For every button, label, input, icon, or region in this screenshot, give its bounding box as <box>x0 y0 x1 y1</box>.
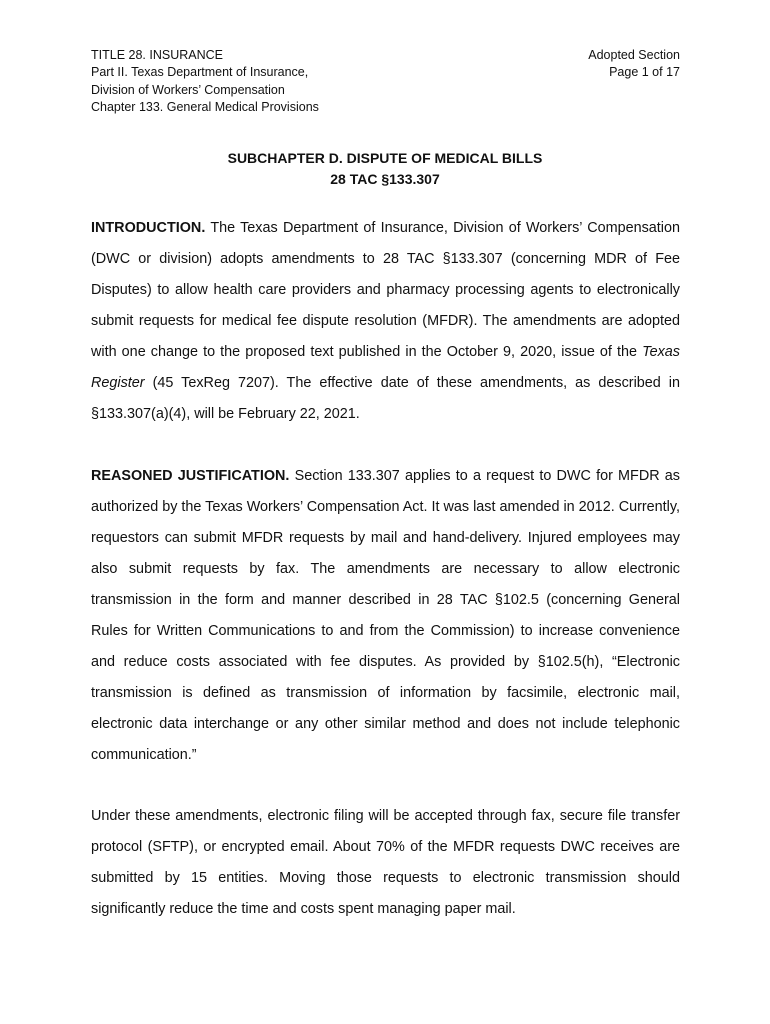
header-chapter-line: Chapter 133. General Medical Provisions <box>91 99 319 114</box>
amendments-paragraph <box>91 801 680 925</box>
introduction-heading: INTRODUCTION. <box>91 220 206 236</box>
header-division-line: Division of Workers’ Compensation <box>91 82 285 97</box>
reasoned-justification-heading: REASONED JUSTIFICATION. <box>91 468 290 484</box>
introduction-text-part2: (45 TexReg 7207). The effective date of these amendments, as described in §133.307(a)(4), will be February 22, 2021. <box>91 375 680 422</box>
section-citation: 28 TAC §133.307 <box>330 171 440 187</box>
header-page-number: Page 1 of 17 <box>609 65 680 80</box>
subchapter-title: SUBCHAPTER D. DISPUTE OF MEDICAL BILLS <box>227 150 543 166</box>
header-section-status: Adopted Section <box>588 48 680 62</box>
reasoned-justification-text: Section 133.307 applies to a request to DWC for MFDR as authorized by the Texas Workers’ Compensation Act. It was last amended in 2012. Currently, requestors can submit MFDR requests by mail and hand-delivery. Injured employees may also submit requests by fax. The amendments are necessary to allow electronic transmission in the form and manner described in 28 TAC §102.5 (concerning General Rules for Written Communications to and from the Commission) to increase convenience and reduce costs associated with fee disputes. As provided by §102.5(h), “Electronic transmission is defined as transmission of information by facsimile, electronic mail, electronic data interchange or any other similar method and does not include telephonic communication.” <box>91 468 680 763</box>
introduction-paragraph <box>91 213 680 430</box>
publication-name: Texas Register <box>91 344 680 391</box>
document-title <box>0 148 770 190</box>
introduction-text-part1: The Texas Department of Insurance, Division of Workers’ Compensation (DWC or division) adopts amendments to 28 TAC §133.307 (concerning MDR of Fee Disputes) to allow health care providers and pharmacy processing agents to electronically submit requests for medical fee dispute resolution (MFDR). The amendments are adopted with one change to the proposed text published in the October 9, 2020, issue of the <box>91 220 680 360</box>
header-part-line: Part II. Texas Department of Insurance, <box>91 65 309 80</box>
header-title-line: TITLE 28. INSURANCE <box>91 48 223 62</box>
amendments-text: Under these amendments, electronic filing will be accepted through fax, secure file transfer protocol (SFTP), or encrypted email. About 70% of the MFDR requests DWC receives are submitted by 15 entities. Moving those requests to electronic transmission should significantly reduce the time and costs spent managing paper mail. <box>91 808 680 917</box>
running-header-right <box>588 47 680 82</box>
reasoned-justification-paragraph <box>91 461 680 771</box>
running-header-left <box>91 47 319 116</box>
